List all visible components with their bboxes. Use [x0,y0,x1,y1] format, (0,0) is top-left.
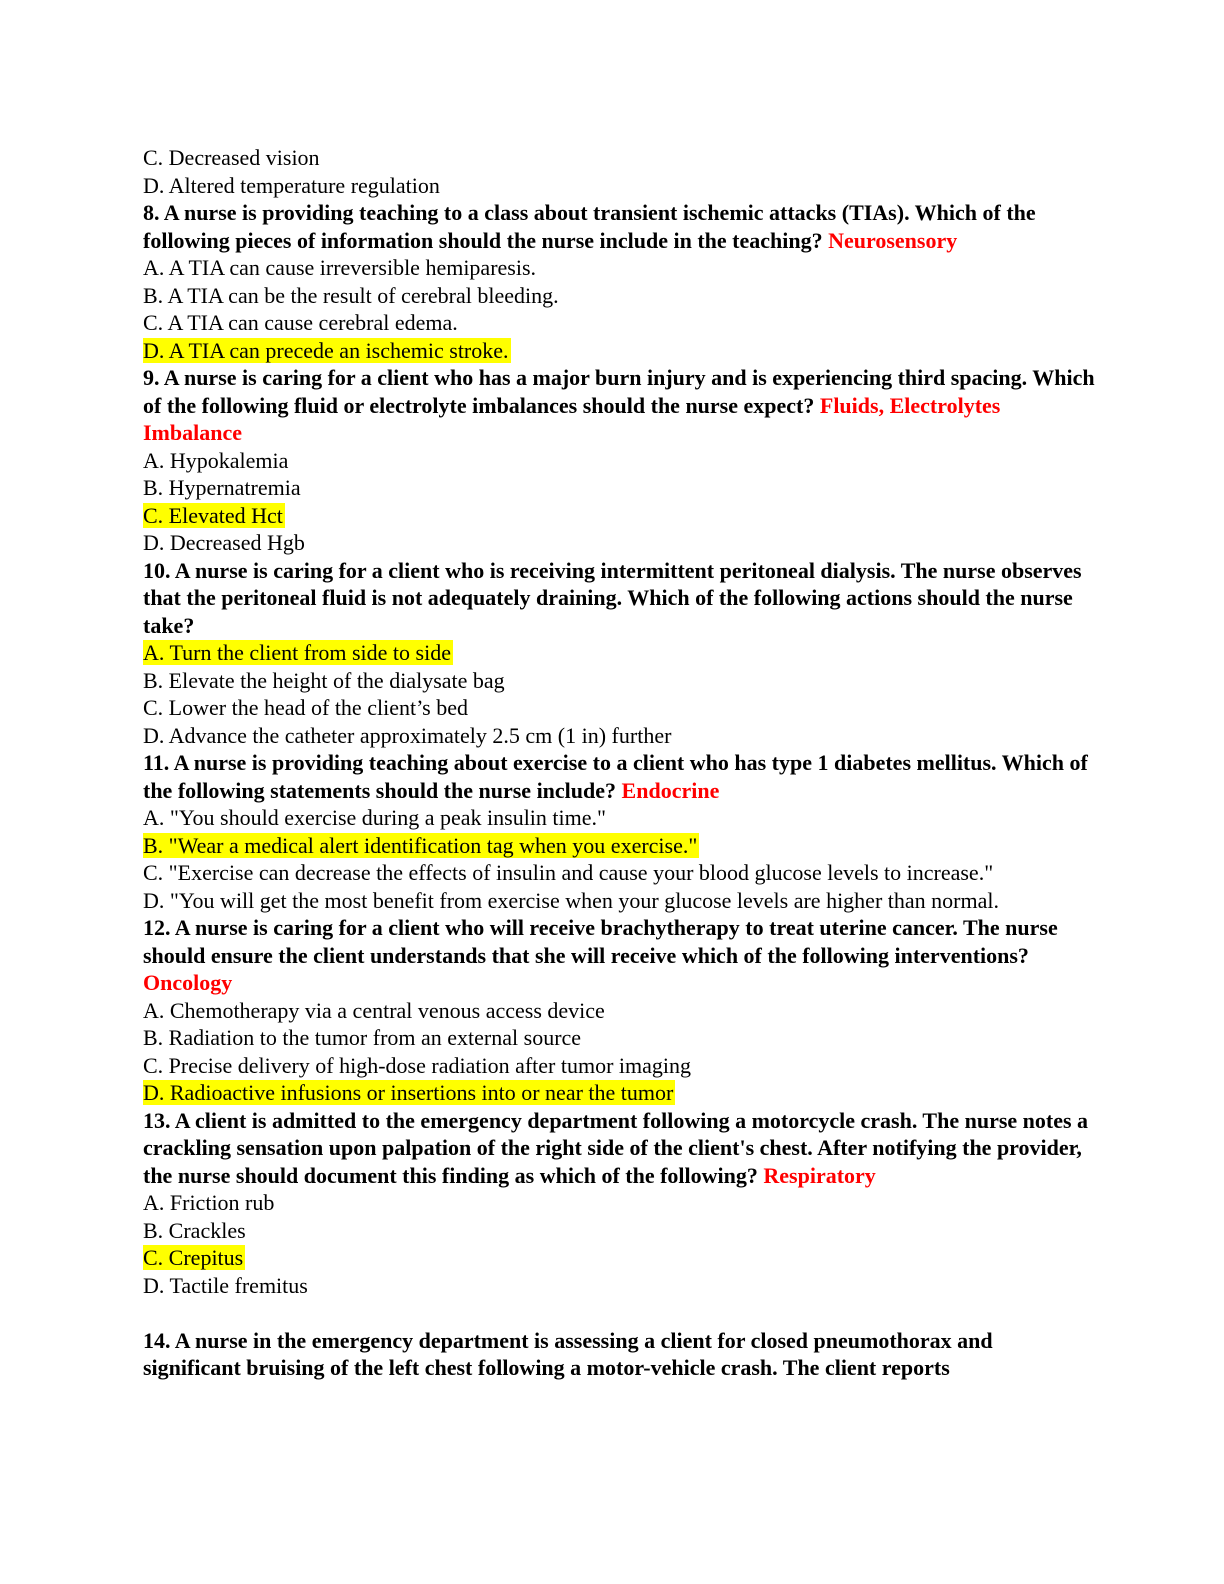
answer-option [143,1052,1095,1080]
answer-option-text: D. Advance the catheter approximately 2.5 cm (1 in) further [143,722,672,748]
answer-option [143,1217,1095,1245]
question-stem [143,749,1095,804]
question-stem-text: 14. A nurse in the emergency department is assessing a client for closed pneumothorax and significant bruising of the left chest following a motor-vehicle crash. The client reports [143,1327,993,1380]
answer-option-text: C. A TIA can cause cerebral edema. [143,310,458,335]
answer-option [143,1024,1095,1052]
answer-option-text: A. A TIA can cause irreversible hemiparesis. [143,255,537,280]
answer-option-text: B. Hypernatremia [143,475,301,500]
question-stem-text: 9. A nurse is caring for a client who has a major burn injury and is experiencing third spacing. Which of the following fluid or electrolyte imbalances should the nurse expect? [143,365,1095,418]
category-label: Oncology [143,970,233,995]
answer-option [143,502,1095,530]
category-label: Respiratory [763,1162,876,1188]
answer-option-text-highlighted: B. "Wear a medical alert identification tag when you exercise." [143,832,698,858]
category-label: Neurosensory [828,227,958,253]
answer-option [143,1272,1095,1300]
answer-option-text-highlighted: D. Radioactive infusions or insertions into or near the tumor [143,1080,674,1105]
answer-option [143,254,1095,282]
category-label: Fluids, Electrolytes Imbalance [143,392,1001,445]
page-content [143,144,1095,1382]
question-stem-text: 13. A client is admitted to the emergency department following a motorcycle crash. The nurse notes a crackling sensation upon palpation of the right side of the client's chest. After notifying the provider, the nurse should document this finding as which of the following? [143,1107,1089,1188]
answer-option [143,804,1095,832]
answer-option-text-highlighted: C. Elevated Hct [143,502,283,528]
answer-option [143,832,1095,860]
question-stem-text: 11. A nurse is providing teaching about exercise to a client who has type 1 diabetes mellitus. Which of the following statements should the nurse include? [143,750,1088,803]
answer-option [143,667,1095,695]
answer-option [143,474,1095,502]
answer-option-text: D. Decreased Hgb [143,530,305,555]
answer-option [143,722,1095,750]
answer-option [143,694,1095,722]
question-stem-text: 10. A nurse is caring for a client who is receiving intermittent peritoneal dialysis. The nurse observes that the peritoneal fluid is not adequately draining. Which of the following actions should the nurse take? [143,557,1082,638]
answer-option [143,447,1095,475]
answer-option-text: C. Decreased vision [143,145,320,170]
question-stem [143,1107,1095,1190]
answer-option-text: A. Hypokalemia [143,447,289,473]
answer-option-text: A. Chemotherapy via a central venous access device [143,997,605,1023]
answer-option [143,1189,1095,1217]
answer-option-text: C. "Exercise can decrease the effects of insulin and cause your blood glucose levels to increase." [143,860,994,885]
answer-option [143,337,1095,365]
answer-option-text: D. "You will get the most benefit from exercise when your glucose levels are higher than normal. [143,887,999,913]
answer-option [143,1244,1095,1272]
answer-option-text: B. A TIA can be the result of cerebral bleeding. [143,282,559,308]
answer-option-text: D. Tactile fremitus [143,1272,308,1298]
answer-option-text: B. Radiation to the tumor from an external source [143,1025,582,1050]
blank-line [143,1299,1095,1327]
answer-option-text: C. Precise delivery of high-dose radiation after tumor imaging [143,1052,692,1078]
answer-option [143,997,1095,1025]
category-label: Endocrine [621,777,720,803]
answer-option [143,309,1095,337]
answer-option-text: A. Friction rub [143,1190,275,1215]
answer-option [143,529,1095,557]
question-stem-text: 8. A nurse is providing teaching to a class about transient ischemic attacks (TIAs). Which of the following pieces of information should the nurse include in the teaching? [143,200,1036,253]
answer-option-text-highlighted: C. Crepitus [143,1245,244,1270]
answer-option-text-highlighted: D. A TIA can precede an ischemic stroke. [143,337,509,363]
answer-option-text-highlighted: A. Turn the client from side to side [143,640,451,665]
answer-option-text: B. Crackles [143,1217,246,1243]
answer-option [143,144,1095,172]
answer-option-text: B. Elevate the height of the dialysate bag [143,667,505,693]
question-stem-text: 12. A nurse is caring for a client who will receive brachytherapy to treat uterine cancer. The nurse should ensure the client understands that she will receive which of the following interventions? [143,915,1058,968]
answer-option-text: D. Altered temperature regulation [143,172,440,198]
question-stem [143,1327,1095,1382]
question-stem [143,364,1095,447]
answer-option [143,639,1095,667]
answer-option [143,887,1095,915]
question-stem [143,914,1095,997]
answer-option-text: A. "You should exercise during a peak insulin time." [143,805,606,830]
answer-option-text: C. Lower the head of the client’s bed [143,695,469,720]
question-stem [143,199,1095,254]
answer-option [143,859,1095,887]
answer-option [143,282,1095,310]
question-stem [143,557,1095,640]
answer-option [143,172,1095,200]
answer-option [143,1079,1095,1107]
